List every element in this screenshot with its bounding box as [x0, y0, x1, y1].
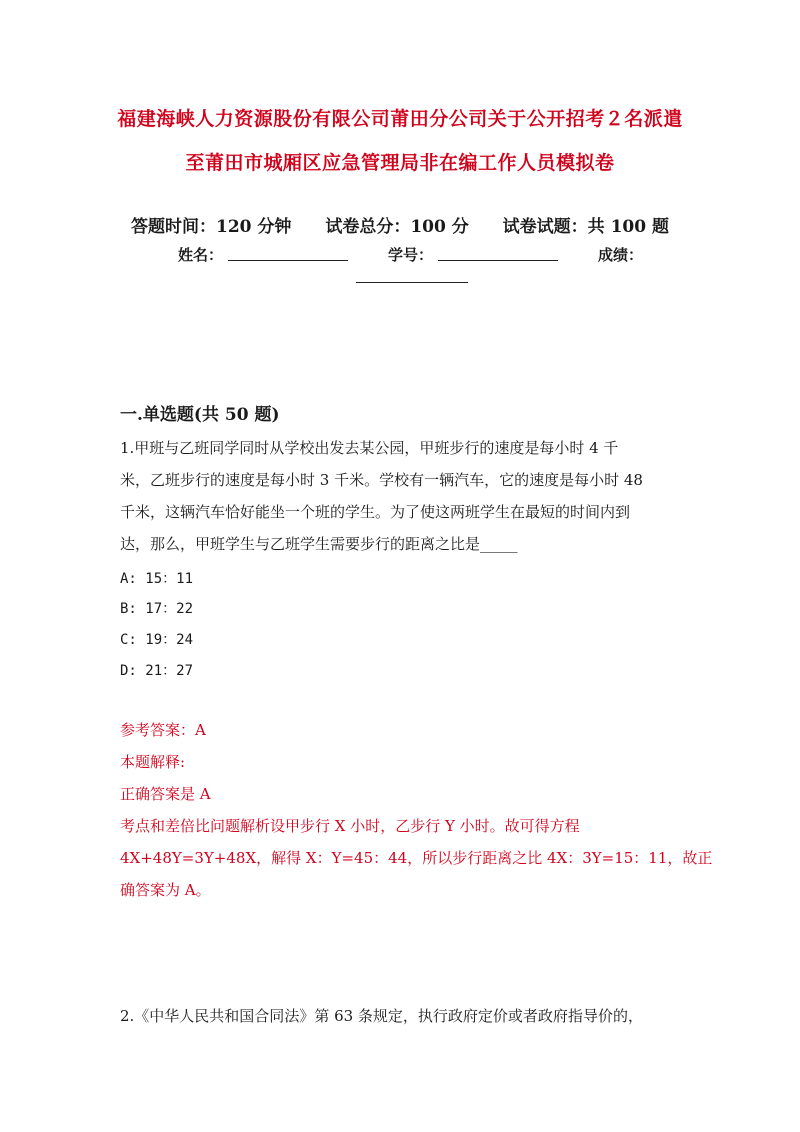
explanation-line-3: 确答案为 A。 [120, 881, 211, 899]
student-id-label: 学号： [388, 246, 434, 264]
exam-total-score: 试卷总分：100 分 [325, 217, 469, 237]
exam-duration: 答题时间：120 分钟 [131, 217, 292, 237]
score-label: 成绩： [598, 246, 644, 264]
exam-title-line-2: 至莆田市城厢区应急管理局非在编工作人员模拟卷 [185, 152, 615, 174]
exam-question-count: 试卷试题：共 100 题 [502, 217, 669, 237]
exam-title-line-1: 福建海峡人力资源股份有限公司莆田分公司关于公开招考２名派遣 [117, 108, 683, 130]
question-1-line-1: 1.甲班与乙班同学同时从学校出发去某公园，甲班步行的速度是每小时 4 千 [120, 439, 619, 457]
explanation-line-1: 考点和差倍比问题解析设甲步行 X 小时，乙步行 Y 小时。故可得方程 [120, 817, 580, 835]
name-label: 姓名： [178, 246, 224, 264]
explanation-line-2: 4X+48Y=3Y+48X，解得 X：Y=45：44，所以步行距离之比 4X：3Y=15：11，故正 [120, 849, 713, 867]
question-1-option-c: C: 19：24 [120, 632, 194, 648]
name-blank [228, 244, 348, 261]
score-blank [356, 266, 468, 283]
question-1-option-d: D: 21：27 [120, 663, 194, 679]
student-id-blank [438, 244, 558, 261]
exam-meta-row [0, 212, 800, 237]
question-1-line-2: 米，乙班步行的速度是每小时 3 千米。学校有一辆汽车，它的速度是每小时 48 [120, 471, 643, 489]
question-1-option-a: A: 15：11 [120, 571, 194, 587]
explanation-heading: 本题解释: [120, 753, 186, 771]
question-1-line-4: 达，那么，甲班学生与乙班学生需要步行的距离之比是_____ [120, 535, 518, 553]
question-1-line-3: 千米，这辆汽车恰好能坐一个班的学生。为了使这两班学生在最短的时间内到 [120, 503, 631, 521]
question-2-line-1: 2.《中华人民共和国合同法》第 63 条规定，执行政府定价或者政府指导价的， [120, 1007, 643, 1025]
question-1-option-b: B: 17：22 [120, 601, 194, 617]
reference-answer: 参考答案：A [120, 721, 206, 739]
correct-answer: 正确答案是 A [120, 785, 211, 803]
section-title: 一.单选题(共 50 题) [120, 405, 280, 425]
